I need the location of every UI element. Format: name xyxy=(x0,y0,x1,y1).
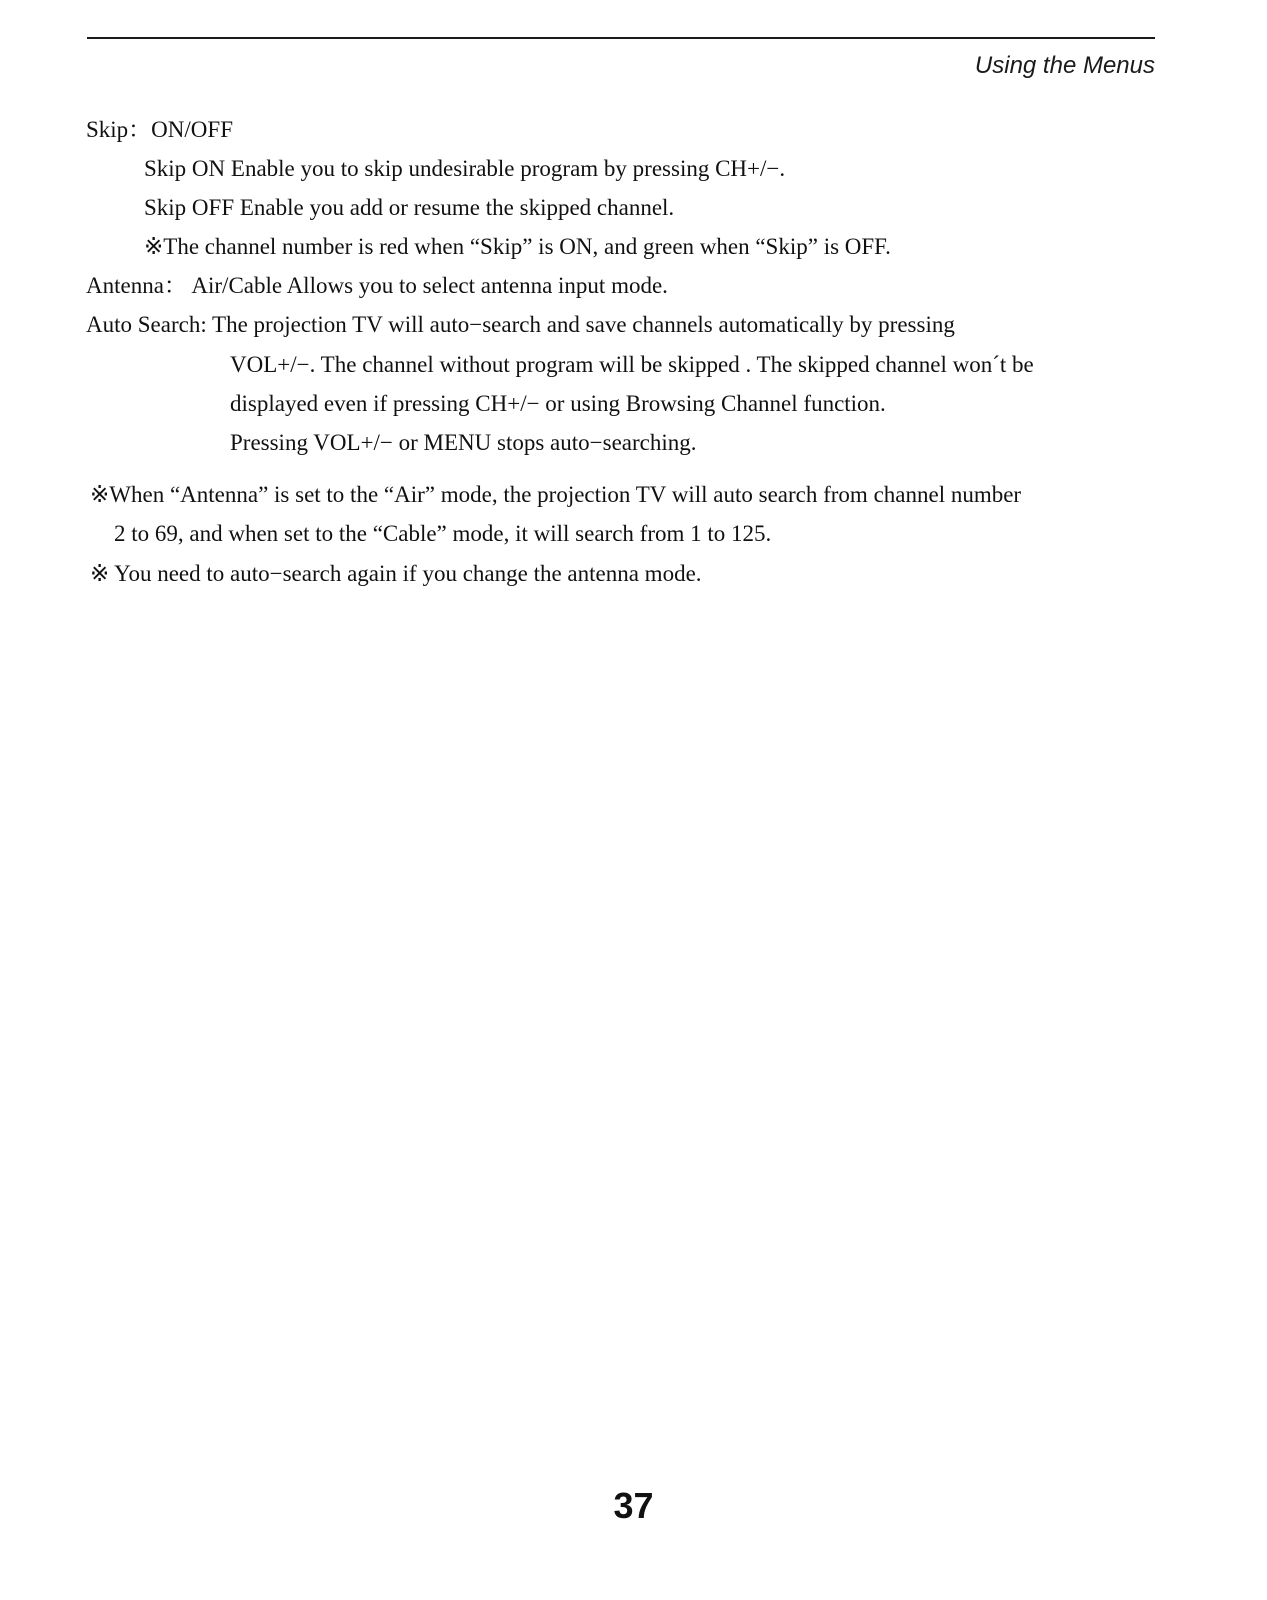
skip-heading: Skip：ON/OFF xyxy=(86,117,233,142)
antenna-mode-note-line-2: 2 to 69, and when set to the “Cable” mode, it will search from 1 to 125. xyxy=(114,521,772,546)
auto-search-line-3: displayed even if pressing CH+/− or using Browsing Channel function. xyxy=(230,391,886,416)
antenna-description: Antenna： Air/Cable Allows you to select antenna input mode. xyxy=(86,273,668,298)
header-rule xyxy=(87,37,1155,39)
skip-color-note: ※The channel number is red when “Skip” is ON, and green when “Skip” is OFF. xyxy=(144,234,891,259)
section-title: Using the Menus xyxy=(974,52,1155,79)
skip-on-description: Skip ON Enable you to skip undesirable program by pressing CH+/−. xyxy=(144,156,786,181)
skip-off-description: Skip OFF Enable you add or resume the skipped channel. xyxy=(144,195,675,220)
re-search-note: ※ You need to auto−search again if you change the antenna mode. xyxy=(90,561,702,586)
auto-search-line-1: Auto Search: The projection TV will auto−search and save channels automatically by pressing xyxy=(86,312,955,337)
page-number: 37 xyxy=(613,1485,654,1526)
auto-search-line-4: Pressing VOL+/− or MENU stops auto−searching. xyxy=(230,430,697,455)
antenna-mode-note-line-1: ※When “Antenna” is set to the “Air” mode, the projection TV will auto search from channel number xyxy=(90,482,1022,507)
auto-search-line-2: VOL+/−. The channel without program will be skipped . The skipped channel won´t be xyxy=(230,352,1034,377)
